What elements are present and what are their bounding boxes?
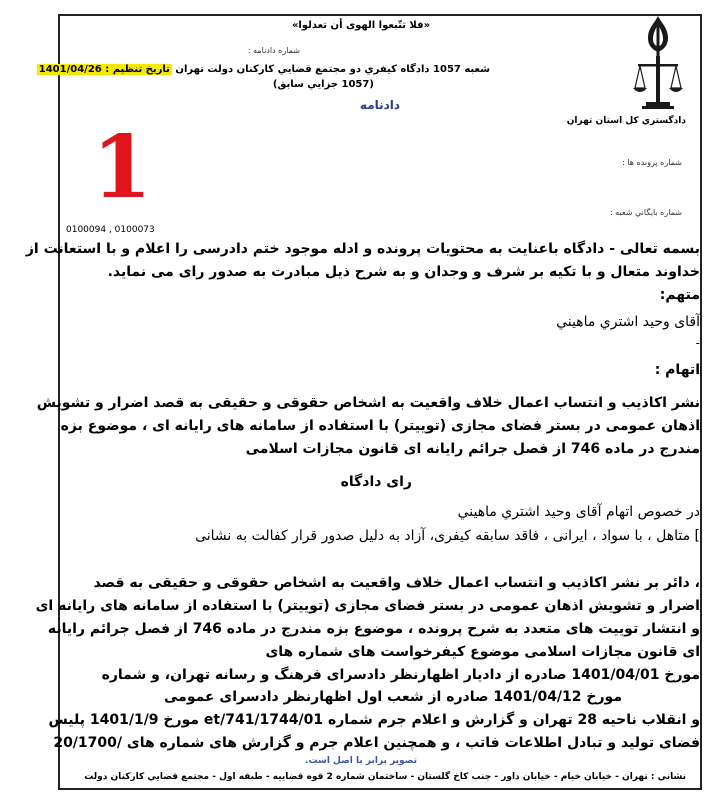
accused-name: آقای وحید اشتري ماهيني bbox=[556, 314, 700, 330]
verdict-line-4: اضرار و تشویش اذهان عمومی در بستر فضای مجازی (توییتر) با استفاده از سامانه های رایانه ای bbox=[35, 598, 700, 614]
former-branch: (1057 جزايي سابق) bbox=[272, 79, 374, 90]
charge-line-3: مندرج در ماده 746 از فصل جرائم رایانه ای قانون مجازات اسلامی bbox=[245, 441, 700, 457]
archive-label: شماره بايگاني شعبه : bbox=[609, 208, 682, 217]
charge-label: اتهام : bbox=[654, 362, 700, 378]
archive-numbers: 0100094 , 0100073 bbox=[66, 225, 155, 235]
issue-date: تاريخ تنظيم : 1401/04/26 bbox=[38, 64, 170, 75]
verdict-line-10: فضای تولید و تبادل اطلاعات فاتب ، و همچنین اعلام جرم و گزارش های شماره های /20/1700 bbox=[53, 735, 700, 751]
charge-line-1: نشر اکاذیب و انتساب اعمال خلاف واقعیت به اشخاص حقوقی و حقیقی به قصد اضرار و تشویش bbox=[36, 395, 700, 411]
charge-line-2: اذهان عمومی در بستر فضای مجازی (توییتر) با استفاده از سامانه های رایانه ای ، موضوع بزه bbox=[60, 418, 700, 434]
verdict-line-2: ] متاهل ، با سواد ، ایرانی ، فاقد سابقه کیفری، آزاد به دلیل صدور قرار کفالت به نشانی bbox=[195, 528, 700, 544]
judiciary-emblem-icon bbox=[632, 10, 684, 122]
verdict-line-9: و انقلاب ناحیه 28 تهران و گزارش و اعلام جرم شماره et/741/1744/01 مورخ 1401/1/9 پلیس bbox=[48, 712, 700, 728]
intro-line-1: بسمه تعالی - دادگاه باعنایت به محتویات پرونده و ادله موجود ختم دادرسی را اعلام و با استعانت از bbox=[25, 241, 700, 257]
branch-line: شعبه 1057 دادگاه كيفري دو مجتمع قضايي كاركنان دولت تهران bbox=[175, 64, 490, 75]
verdict-number-label: شماره دادنامه : bbox=[247, 46, 300, 55]
case-number-label: شماره پرونده ها : bbox=[622, 158, 682, 167]
verdict-heading: رای دادگاه bbox=[340, 474, 412, 490]
intro-line-2: خداوند متعال و با تکیه بر شرف و وجدان و به شرح ذیل مبادرت به صدور رای می نماید. bbox=[107, 264, 700, 280]
court-name: دادگستري كل استان تهران bbox=[566, 116, 686, 126]
court-address: نشاني : تهران - خيابان خيام - خيابان داور - جنب كاخ گلستان - ساختمان شماره 2 قوه قضاييه - طبقه اول - مجتمع قضايي كاركنان دولت bbox=[84, 772, 686, 782]
certified-copy-note: تصوير برابر با اصل است. bbox=[305, 756, 417, 766]
verdict-line-5: و انتشار توییت های متعدد به شرح پرونده ، موضوع بزه مندرج در ماده 746 از فصل جرائم رایانه bbox=[47, 621, 700, 637]
page-number: 1 bbox=[92, 117, 152, 218]
verdict-line-6: ای قانون مجازات اسلامی موضوع کیفرخواست های شماره های bbox=[265, 644, 700, 660]
header-quote: «فلا تتّبعوا الهوى أن تعدلوا» bbox=[291, 20, 431, 31]
document-title: دادنامه bbox=[359, 98, 401, 112]
verdict-line-3: ، دائر بر نشر اکاذیب و انتساب اعمال خلاف واقعیت به اشخاص حقوقی و حقیقی به قصد bbox=[93, 575, 700, 591]
verdict-line-7: مورخ 1401/04/01 صادره از دادیار اظهارنظر دادسرای فرهنگ و رسانه تهران، و شماره bbox=[101, 667, 700, 683]
verdict-line-8: مورخ 1401/04/12 صادره از شعب اول اظهارنظر دادسرای عمومی bbox=[163, 689, 622, 705]
accused-label: متهم: bbox=[659, 287, 700, 303]
verdict-line-1: در خصوص اتهام آقای وحید اشتري ماهيني bbox=[457, 504, 700, 520]
accused-dash: - bbox=[695, 336, 700, 350]
branch-header bbox=[37, 62, 490, 92]
